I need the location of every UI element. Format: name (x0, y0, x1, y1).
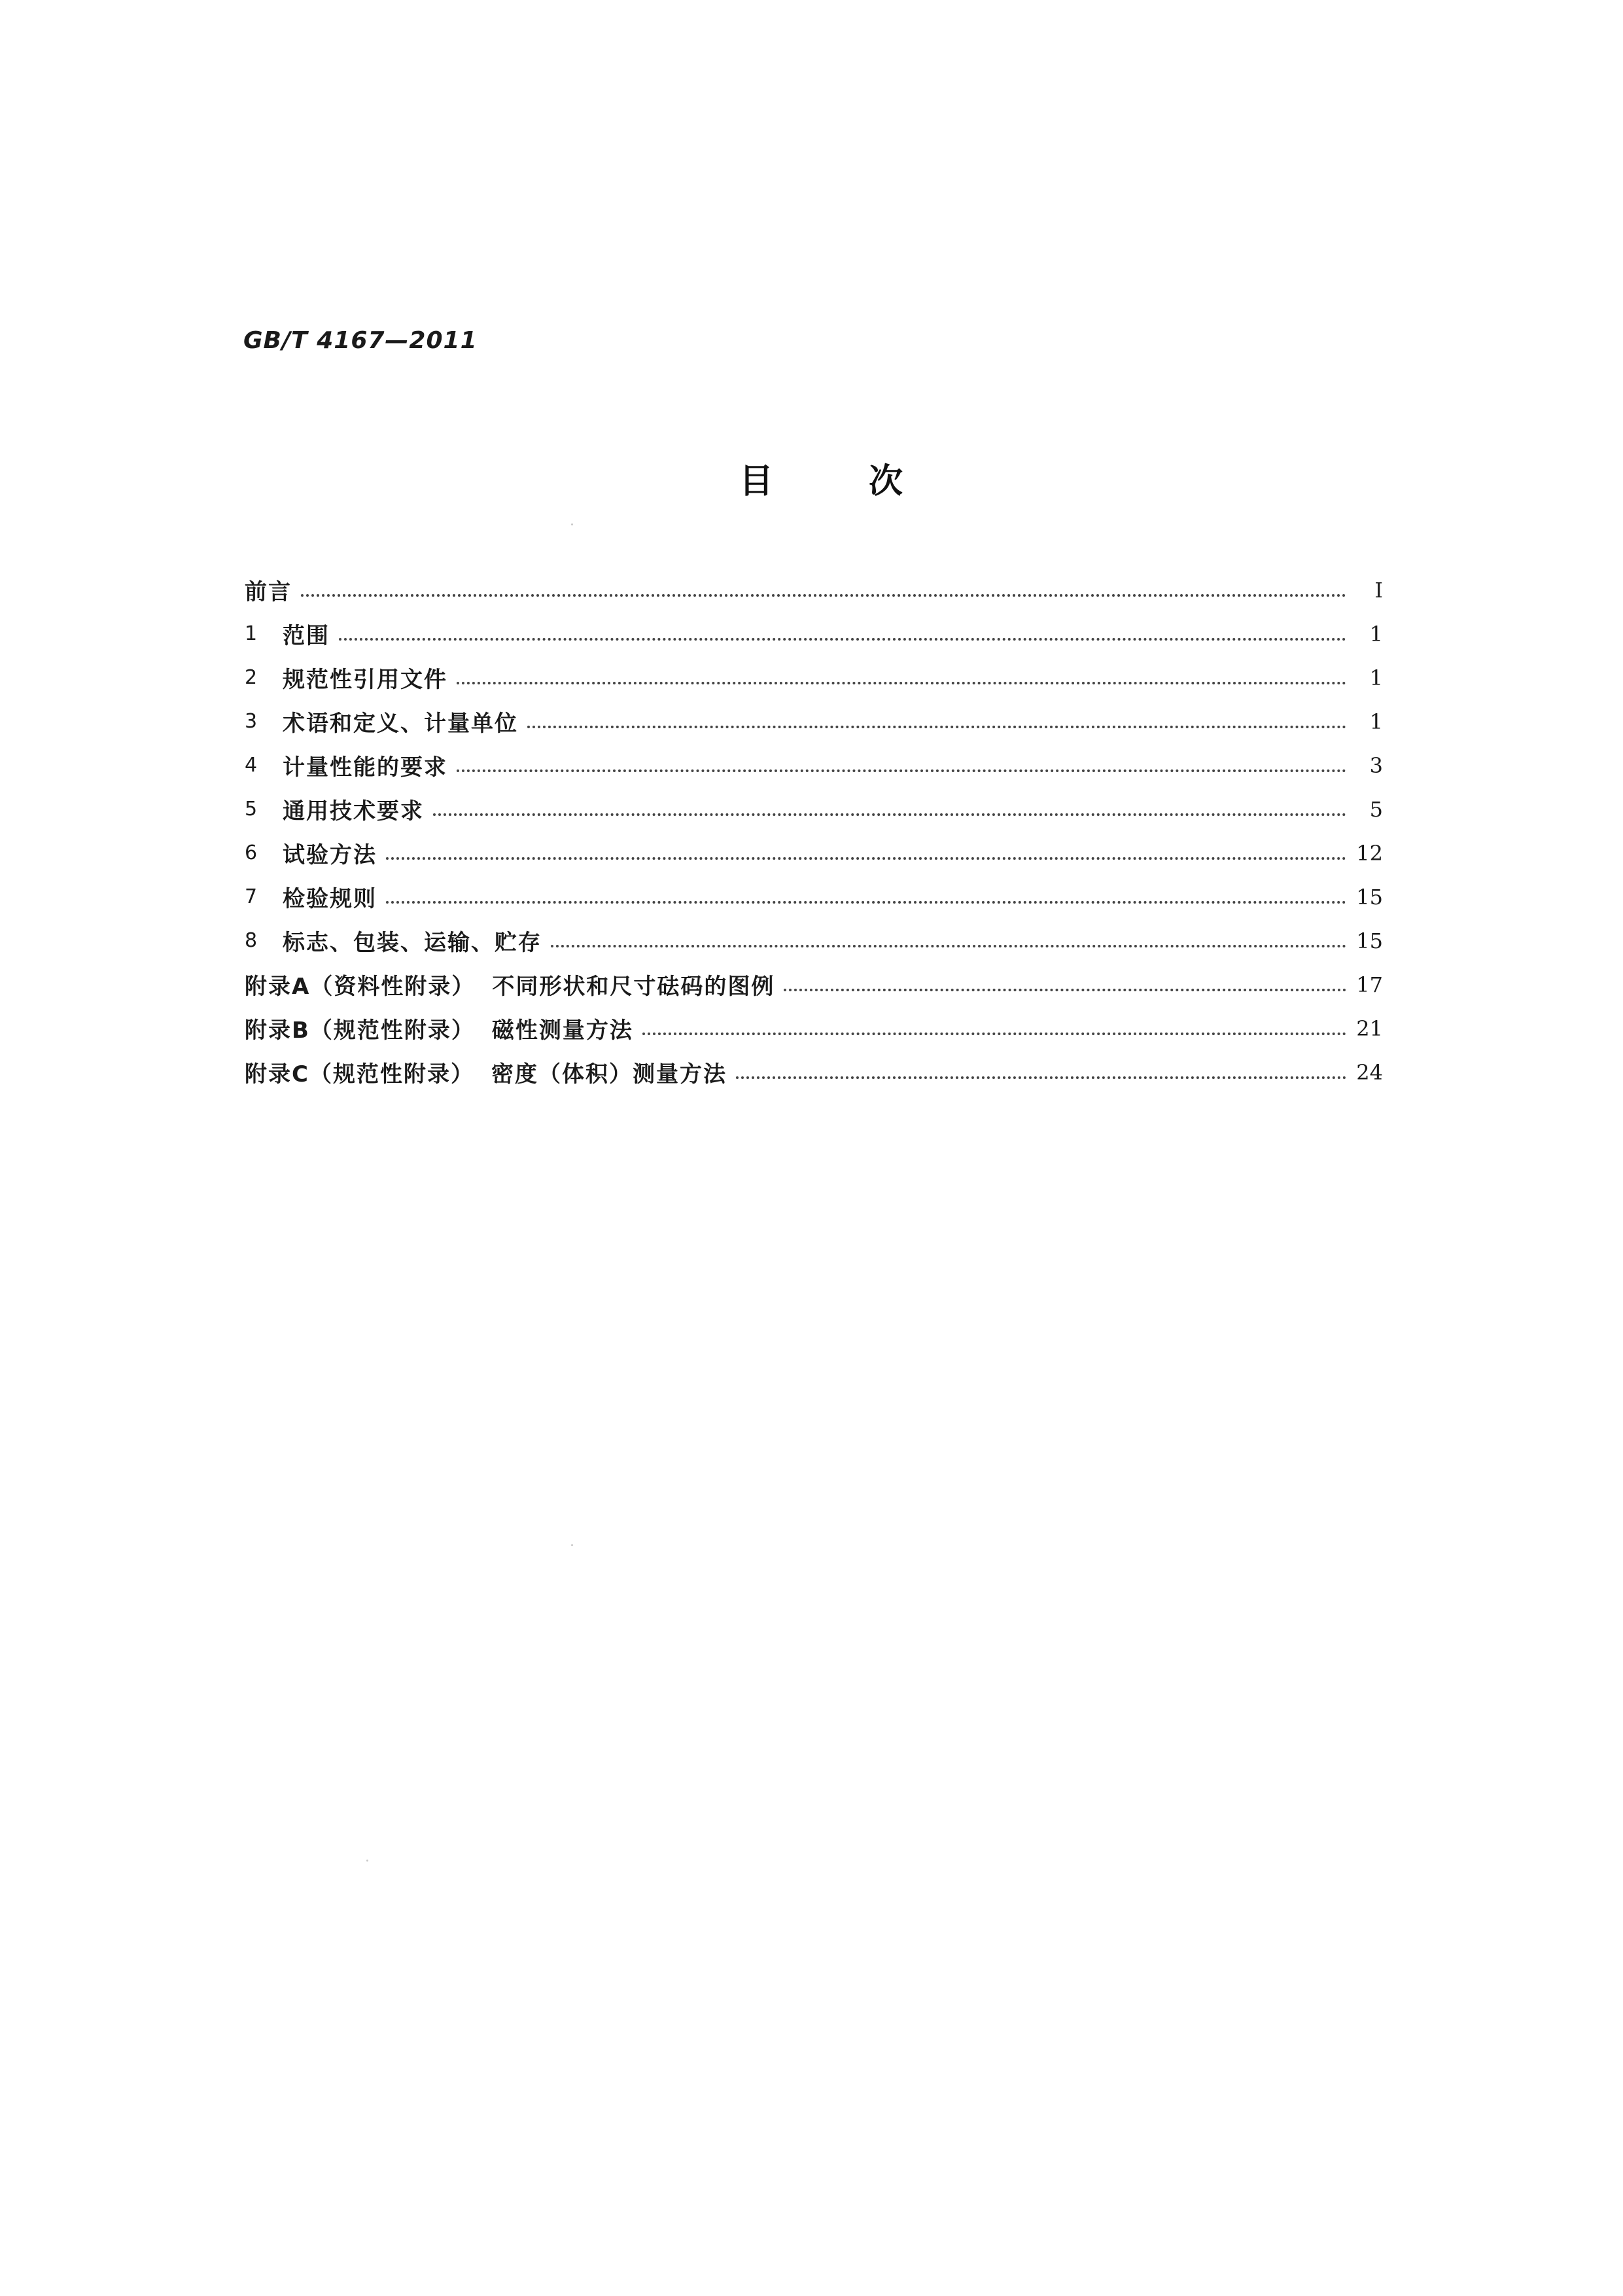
toc-entry-page: 1 (1369, 621, 1383, 646)
table-of-contents (245, 568, 1383, 1094)
toc-entry-number: 1 (245, 622, 258, 645)
toc-leader-dots (433, 813, 1346, 816)
toc-entry-1[interactable] (245, 612, 1383, 656)
toc-leader-dots (301, 594, 1346, 597)
toc-entry-foreword[interactable] (245, 568, 1383, 612)
toc-entry-2[interactable] (245, 656, 1383, 699)
toc-entry-page: 24 (1356, 1059, 1383, 1085)
annex-prefix: 附录B（规范性附录） (245, 1017, 475, 1044)
toc-entry-label: 试验方法 (283, 842, 377, 868)
toc-leader-dots (457, 682, 1346, 684)
annex-title: 不同形状和尺寸砝码的图例 (492, 974, 775, 1000)
toc-entry-label: 通用技术要求 (283, 798, 424, 824)
toc-entry-page: 3 (1369, 752, 1383, 778)
toc-leader-dots (736, 1076, 1346, 1079)
toc-entry-number: 2 (245, 666, 258, 689)
toc-entry-5[interactable] (245, 787, 1383, 831)
toc-title (739, 451, 903, 504)
toc-entry-label: 检验规则 (283, 886, 377, 912)
toc-entry-page: 15 (1356, 928, 1383, 953)
toc-entry-number: 5 (245, 798, 258, 821)
toc-entry-label (245, 1056, 727, 1088)
toc-entry-annex-b[interactable] (245, 1006, 1383, 1050)
toc-entry-6[interactable] (245, 831, 1383, 875)
toc-entry-3[interactable] (245, 699, 1383, 743)
toc-entry-page: 15 (1356, 884, 1383, 910)
toc-entry-page: 1 (1369, 709, 1383, 734)
toc-entry-number: 3 (245, 710, 258, 733)
annex-title: 密度（体积）测量方法 (491, 1061, 727, 1087)
toc-leader-dots (642, 1033, 1346, 1035)
toc-leader-dots (551, 945, 1346, 947)
toc-title-char-1: 目 (739, 461, 774, 501)
toc-entry-label: 术语和定义、计量单位 (283, 711, 518, 737)
toc-entry-page: 12 (1356, 840, 1383, 866)
toc-entry-label (245, 968, 775, 1000)
scan-speck (571, 1544, 573, 1546)
toc-entry-annex-a[interactable] (245, 963, 1383, 1006)
toc-entry-8[interactable] (245, 919, 1383, 963)
toc-entry-label: 标志、包装、运输、贮存 (283, 930, 542, 956)
toc-leader-dots (527, 726, 1346, 728)
toc-leader-dots (457, 769, 1346, 772)
document-code: GB/T 4167—2011 (243, 327, 478, 354)
annex-prefix: 附录A（资料性附录） (245, 974, 476, 1000)
toc-leader-dots (386, 857, 1346, 860)
toc-entry-label: 计量性能的要求 (283, 754, 447, 781)
toc-leader-dots (784, 989, 1346, 991)
toc-entry-number: 7 (245, 885, 258, 908)
toc-entry-page: 21 (1356, 1016, 1383, 1041)
toc-entry-annex-c[interactable] (245, 1050, 1383, 1094)
toc-leader-dots (386, 901, 1346, 904)
scan-speck (366, 1860, 368, 1862)
toc-entry-label: 范围 (283, 623, 330, 649)
annex-prefix: 附录C（规范性附录） (245, 1061, 474, 1087)
toc-entry-number: 6 (245, 841, 258, 864)
annex-title: 磁性测量方法 (491, 1017, 633, 1044)
toc-entry-number: 4 (245, 754, 258, 777)
toc-entry-page: 5 (1369, 796, 1383, 822)
toc-leader-dots (339, 638, 1346, 641)
toc-entry-4[interactable] (245, 743, 1383, 787)
toc-entry-label: 前言 (245, 579, 292, 605)
scan-speck (571, 523, 573, 525)
toc-entry-7[interactable] (245, 875, 1383, 919)
toc-entry-page: 1 (1369, 665, 1383, 690)
toc-entry-label: 规范性引用文件 (283, 667, 447, 693)
toc-entry-page: 17 (1356, 972, 1383, 997)
toc-entry-label (245, 1012, 633, 1044)
toc-entry-number: 8 (245, 929, 258, 952)
toc-entry-page: Ⅰ (1374, 577, 1383, 603)
toc-title-char-2: 次 (868, 461, 903, 501)
